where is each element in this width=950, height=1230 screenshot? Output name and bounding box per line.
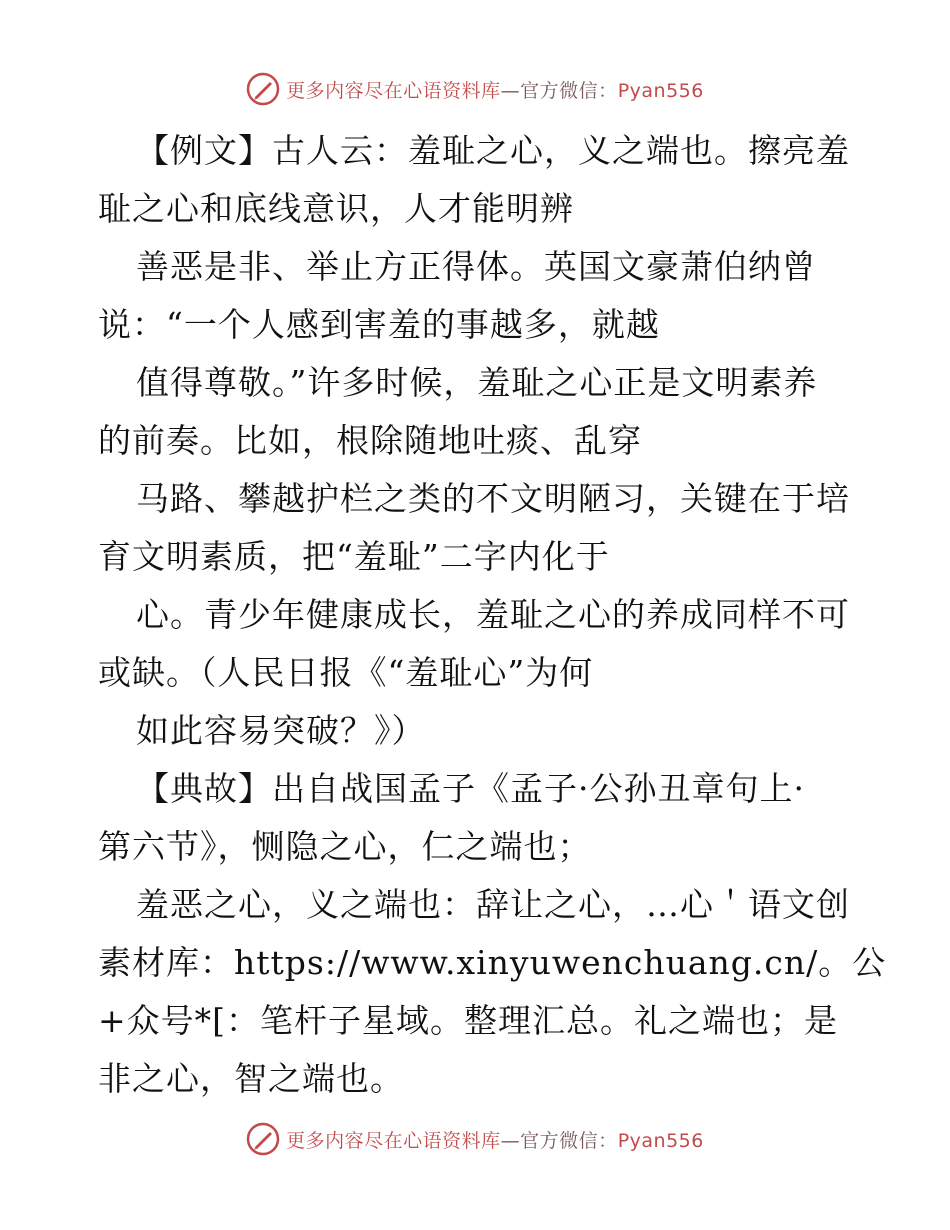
text-line: 善恶是非、举止方正得体。英国文豪萧伯纳曾 <box>136 247 816 286</box>
text-line: 耻之心和底线意识，人才能明辨 <box>98 189 574 228</box>
pen-logo-icon <box>246 1122 280 1156</box>
text-line: 的前奏。比如，根除随地吐痰、乱穿 <box>98 421 642 460</box>
banner-title: 更多内容尽在心语资料库 <box>286 79 501 102</box>
banner-wechat-id: Pyan556 <box>617 79 704 102</box>
text-line: 值得尊敬。”许多时候，羞耻之心正是文明素养 <box>136 363 818 402</box>
text-line: 【典故】出自战国孟子《孟子·公孙丑章句上· <box>136 769 805 808</box>
footer-banner <box>0 1122 950 1156</box>
text-line: 第六节》，恻隐之心，仁之端也； <box>98 827 592 866</box>
text-line: 心。青少年健康成长，羞耻之心的养成同样不可 <box>136 595 850 634</box>
banner-title: 更多内容尽在心语资料库 <box>286 1129 501 1152</box>
banner-text <box>286 1126 704 1153</box>
text-line: 马路、攀越护栏之类的不文明陋习，关键在于培 <box>136 479 850 518</box>
banner-dash: — <box>500 79 521 102</box>
text-line: 素材库：https://www.xinyuwenchuang.cn/。公 <box>98 943 887 982</box>
banner-wechat-label: 官方微信： <box>520 1129 618 1152</box>
text-line: 育文明素质，把“羞耻”二字内化于 <box>98 537 610 576</box>
banner-text <box>286 76 704 103</box>
text-line: +众号*[：笔杆子星域。整理汇总。礼之端也；是 <box>98 1001 839 1040</box>
text-line: 【例文】古人云：羞耻之心，义之端也。擦亮羞 <box>136 131 850 170</box>
text-line: 羞恶之心，义之端也：辞让之心，…心＇语文创 <box>136 885 850 924</box>
banner-dash: — <box>500 1129 521 1152</box>
header-banner <box>0 72 950 106</box>
text-line: 如此容易突破？》） <box>136 711 426 750</box>
text-line: 非之心，智之端也。 <box>98 1059 404 1098</box>
banner-wechat-label: 官方微信： <box>520 79 618 102</box>
text-line: 说：“一个人感到害羞的事越多，就越 <box>98 305 660 344</box>
text-line: 或缺。（人民日报《“羞耻心”为何 <box>98 653 594 692</box>
banner-wechat-id: Pyan556 <box>617 1129 704 1152</box>
document-body <box>98 122 887 1108</box>
pen-logo-icon <box>246 72 280 106</box>
